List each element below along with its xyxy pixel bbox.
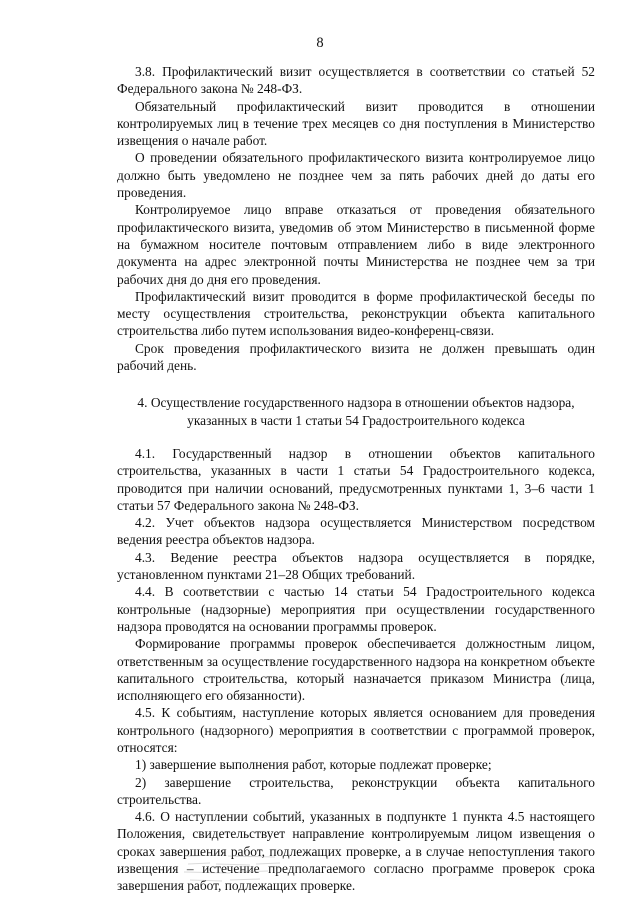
paragraph-4-1: 4.1. Государственный надзор в отношении объектов капитального строительства, указанных в части 1 статьи 54 Градостроительного кодекса, проводится при наличии оснований, предусмотренных пунктами 1, 3–6 части 1 статьи 57 Федерального закона № 248-ФЗ. [117, 445, 595, 513]
paragraph-4-5: 4.5. К событиям, наступление которых является основанием для проведения контрольного (надзорного) мероприятия в соответствии с программой проверок, относятся: [117, 705, 595, 755]
paragraph-visit-form: Профилактический визит проводится в форме профилактической беседы по месту осуществления строительства, реконструкции объекта капитального строительства либо путем использования видео-конференц-связи. [117, 288, 595, 339]
document-body [117, 63, 595, 895]
paragraph-mandatory-visit: Обязательный профилактический визит проводится в отношении контролируемых лиц в течение трех месяцев со дня поступления в Министерство извещения о начале работ. [117, 98, 595, 149]
paragraph-4-6: 4.6. О наступлении событий, указанных в подпункте 1 пункта 4.5 настоящего Положения, свидетельствует направление контролируемым лицом извещения о сроках завершения работ, подлежащих проверке, а в случае непоступления такого извещения – истечение предполагаемого согласно программе проверок срока завершения работ, подлежащих проверке. [117, 809, 595, 894]
section-heading: 4. Осуществление государственного надзора в отношении объектов надзора, указанных в части 1 статьи 54 Градостроительного кодекса [137, 395, 575, 428]
paragraph-notification: О проведении обязательного профилактического визита контролируемое лицо должно быть уведомлено не позднее чем за пять рабочих дней до даты его проведения. [117, 150, 595, 201]
list-item-2: 2) завершение строительства, реконструкции объекта капитального строительства. [117, 774, 595, 807]
page-number: 8 [316, 35, 324, 51]
paragraph-3-8: 3.8. Профилактический визит осуществляется в соответствии со статьей 52 Федерального закона № 248-ФЗ. [117, 64, 595, 97]
list-item-1: 1) завершение выполнения работ, которые подлежат проверке; [135, 757, 492, 773]
paragraph-visit-duration: Срок проведения профилактического визита не должен превышать один рабочий день. [117, 340, 595, 374]
paragraph-4-3: 4.3. Ведение реестра объектов надзора осуществляется в порядке, установленном пунктами 21–28 Общих требований. [117, 549, 595, 583]
paragraph-program-formation: Формирование программы проверок обеспечивается должностным лицом, ответственным за осуществление государственного надзора на конкретном объекте капитального строительства, который назначается приказом Министра (лица, исполняющего его обязанности). [117, 636, 595, 704]
paragraph-refusal: Контролируемое лицо вправе отказаться от проведения обязательного профилактического визита, уведомив об этом Министерство в письменной форме на бумажном носителе почтовым отправлением либо в виде электронного документа на адрес электронной почты Министерства не позднее чем за три рабочих дня до дня его проведения. [117, 202, 595, 287]
paragraph-4-4: 4.4. В соответствии с частью 14 статьи 54 Градостроительного кодекса контрольные (надзорные) мероприятия при осуществлении государственного надзора проводятся на основании программы проверок. [117, 584, 595, 634]
faded-stamp-mark [180, 848, 290, 888]
paragraph-4-2: 4.2. Учет объектов надзора осуществляется Министерством посредством ведения реестра объектов надзора. [117, 515, 595, 548]
